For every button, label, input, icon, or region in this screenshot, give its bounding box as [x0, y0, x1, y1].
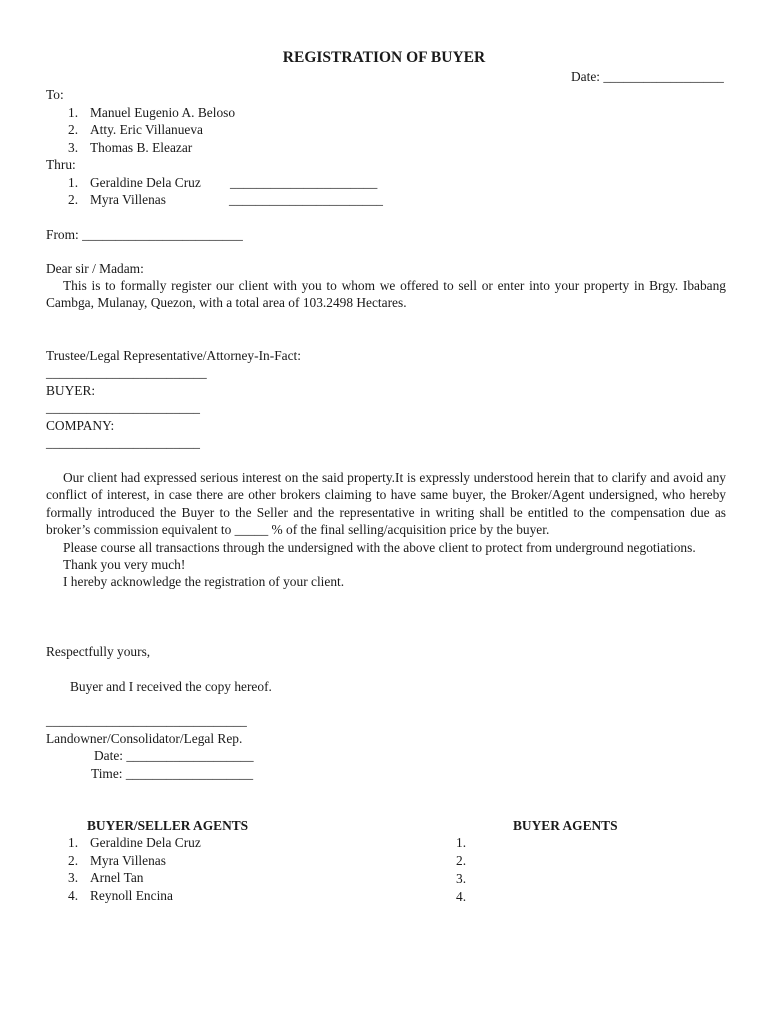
- acknowledge-line: I hereby acknowledge the registration of your client.: [63, 574, 345, 590]
- buyer-line: _______________________: [46, 400, 200, 415]
- buyer-agent-item: [456, 888, 478, 905]
- thru-item-signature-line: _______________________: [229, 192, 383, 207]
- thru-item-number: 2.: [68, 192, 79, 207]
- thru-label: Thru:: [46, 157, 76, 172]
- buyer-agent-item: [456, 834, 478, 851]
- to-item-name: Atty. Eric Villanueva: [90, 122, 203, 137]
- trustee-label: Trustee/Legal Representative/Attorney-In-Fact:: [46, 348, 301, 363]
- course-paragraph-text: Please course all transactions through the undersigned with the above client to protect from underground negotiations.: [63, 539, 696, 555]
- to-item: [68, 139, 192, 156]
- buyer-seller-agent-item: [68, 869, 143, 886]
- agent-number: 1.: [456, 835, 467, 850]
- body-paragraph: [46, 469, 726, 591]
- agent-number: 4.: [68, 888, 79, 903]
- to-item-number: 2.: [68, 122, 79, 137]
- intro-paragraph-text: This is to formally register our client with you to whom we offered to sell or enter into your property in Brgy. Ibabang Cambga, Mulanay, Quezon, with a total area of 103.2498 Hectares.: [46, 278, 726, 311]
- agent-name: Reynoll Encina: [90, 888, 173, 903]
- company-line: _______________________: [46, 435, 200, 450]
- to-item-name: Thomas B. Eleazar: [90, 140, 193, 155]
- buyer-seller-agent-item: [68, 887, 173, 904]
- agent-name: Myra Villenas: [90, 853, 166, 868]
- thru-item-number: 1.: [68, 175, 79, 190]
- agent-number: 2.: [456, 853, 467, 868]
- to-item-number: 3.: [68, 140, 79, 155]
- buyer-seller-agents-heading: BUYER/SELLER AGENTS: [87, 818, 249, 833]
- thanks-line: Thank you very much!: [63, 557, 186, 573]
- agent-number: 2.: [68, 853, 79, 868]
- agent-name: Arnel Tan: [90, 870, 144, 885]
- signature-line: ______________________________: [46, 713, 247, 728]
- document-title: REGISTRATION OF BUYER: [282, 49, 486, 66]
- agent-name: Geraldine Dela Cruz: [90, 835, 201, 850]
- agent-number: 3.: [68, 870, 79, 885]
- buyer-seller-agent-item: [68, 834, 201, 851]
- body-paragraph-text: Our client had expressed serious interest on the said property.It is expressly understood herein that to clarify and avoid any conflict of interest, in case there are other brokers claiming to have same buyer, the Broker/Agent undersigned, who hereby formally introduced the Buyer to the Seller and the representative in writing shall be entitled to the compensation due as broker’s commission equivalent to _____ % of the final selling/acquisition price by the buyer.: [46, 470, 726, 538]
- thru-item: [68, 174, 201, 191]
- to-item-name: Manuel Eugenio A. Beloso: [90, 105, 236, 120]
- buyer-seller-agent-item: [68, 852, 166, 869]
- thru-item-name: Myra Villenas: [90, 192, 166, 207]
- to-item-number: 1.: [68, 105, 79, 120]
- date-line: Date: __________________: [571, 69, 724, 84]
- to-item: [68, 121, 203, 138]
- buyer-agent-item: [456, 852, 478, 869]
- buyer-label: BUYER:: [46, 383, 96, 398]
- salutation: Dear sir / Madam:: [46, 261, 144, 276]
- from-line: From: ________________________: [46, 227, 243, 242]
- thru-item-name: Geraldine Dela Cruz: [90, 175, 201, 190]
- agent-number: 1.: [68, 835, 79, 850]
- company-label: COMPANY:: [46, 418, 115, 433]
- signature-date-line: Date: ___________________: [94, 748, 254, 763]
- closing: Respectfully yours,: [46, 644, 151, 659]
- buyer-agents-heading: BUYER AGENTS: [513, 818, 618, 833]
- received-line: Buyer and I received the copy hereof.: [70, 679, 272, 694]
- intro-paragraph: [46, 277, 726, 312]
- signature-time-line: Time: ___________________: [91, 766, 254, 781]
- to-item: [68, 104, 235, 121]
- thru-item: [68, 191, 166, 208]
- agent-number: 3.: [456, 871, 467, 886]
- thru-item-signature-line: ______________________: [230, 175, 378, 190]
- agent-number: 4.: [456, 889, 467, 904]
- trustee-line: ________________________: [46, 365, 207, 380]
- to-label: To:: [46, 87, 64, 102]
- buyer-agent-item: [456, 870, 478, 887]
- signature-label: Landowner/Consolidator/Legal Rep.: [46, 731, 243, 746]
